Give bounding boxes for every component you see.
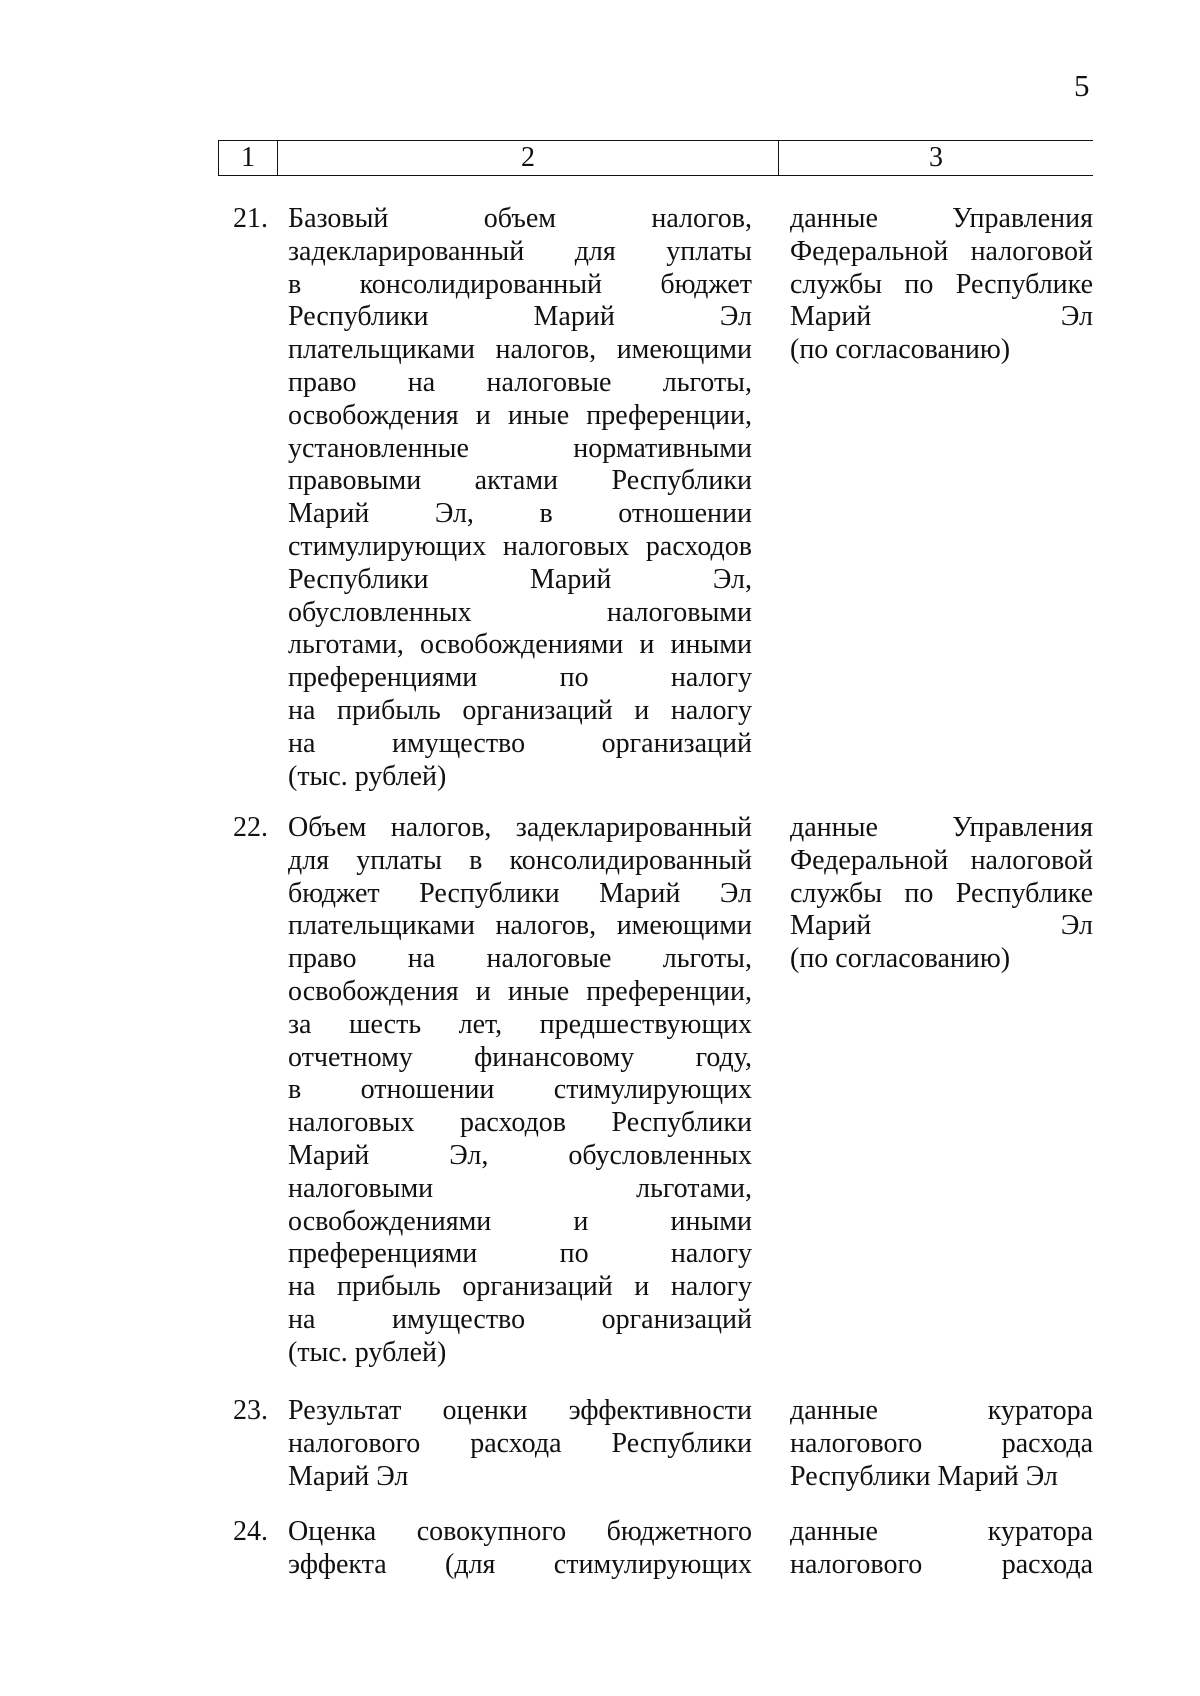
text-line: Базовый объем налогов,	[288, 203, 752, 234]
text-line: Результат оценки эффективности	[288, 1395, 752, 1426]
text-line: Марий Эл, в отношении	[288, 498, 752, 530]
text-line: налогового расхода	[790, 1548, 1093, 1580]
indicator-description	[288, 1395, 752, 1493]
text-line: обусловленных налоговыми	[288, 596, 752, 628]
text-line: освобождения и иные преференции,	[288, 399, 752, 431]
text-line: Республики Марий Эл	[790, 1460, 1058, 1492]
text-line: стимулирующих налоговых расходов	[288, 530, 752, 562]
page-number: 5	[1074, 68, 1090, 103]
text-line: Марий Эл, обусловленных	[288, 1139, 752, 1171]
text-line: налогового расхода	[790, 1427, 1093, 1459]
text-line: (тыс. рублей)	[288, 760, 447, 792]
data-source	[790, 1516, 1093, 1582]
text-line: (по согласованию)	[790, 943, 1011, 975]
text-line: установленные нормативными	[288, 432, 752, 464]
text-line: преференциями по налогу	[288, 662, 752, 694]
text-line: налоговыми льготами,	[288, 1172, 752, 1204]
text-line: службы по Республике	[790, 877, 1093, 909]
text-line: на имущество организаций	[288, 1303, 752, 1335]
text-line: на имущество организаций	[288, 727, 752, 759]
text-line: на прибыль организаций и налогу	[288, 694, 752, 726]
column-number-3: 3	[778, 141, 1093, 175]
data-source	[790, 812, 1093, 976]
text-line: данные куратора	[790, 1516, 1093, 1547]
text-line: право на налоговые льготы,	[288, 943, 752, 975]
text-line: Федеральной налоговой	[790, 844, 1093, 876]
text-line: за шесть лет, предшествующих	[288, 1008, 752, 1040]
text-line: в консолидированный бюджет	[288, 268, 752, 300]
text-line: на прибыль организаций и налогу	[288, 1271, 752, 1303]
text-line: Марий Эл	[790, 301, 1093, 333]
text-line: службы по Республике	[790, 268, 1093, 300]
text-line: Марий Эл	[790, 910, 1093, 942]
text-line: эффекта (для стимулирующих	[288, 1548, 752, 1580]
text-line: в отношении стимулирующих	[288, 1074, 752, 1106]
text-line: плательщиками налогов, имеющими	[288, 334, 752, 366]
row-number: 21.	[233, 203, 268, 234]
row-number: 22.	[233, 812, 268, 843]
indicator-description	[288, 812, 752, 1370]
column-number-2: 2	[277, 141, 778, 175]
text-line: задекларированный для уплаты	[288, 235, 752, 267]
text-line: (по согласованию)	[790, 334, 1011, 366]
indicator-description	[288, 1516, 752, 1582]
text-line: право на налоговые льготы,	[288, 366, 752, 398]
text-line: данные Управления	[790, 812, 1093, 843]
data-source	[790, 203, 1093, 367]
text-line: Федеральной налоговой	[790, 235, 1093, 267]
text-line: правовыми актами Республики	[288, 465, 752, 497]
text-line: Марий Эл	[288, 1460, 409, 1492]
text-line: Объем налогов, задекларированный	[288, 812, 752, 843]
text-line: освобождениями и иными	[288, 1205, 752, 1237]
row-number: 24.	[233, 1516, 268, 1547]
data-source	[790, 1395, 1093, 1493]
text-line: освобождения и иные преференции,	[288, 975, 752, 1007]
row-number: 23.	[233, 1395, 268, 1426]
text-line: бюджет Республики Марий Эл	[288, 877, 752, 909]
table-column-header	[218, 140, 1093, 176]
text-line: налоговых расходов Республики	[288, 1107, 752, 1139]
text-line: налогового расхода Республики	[288, 1427, 752, 1459]
text-line: данные куратора	[790, 1395, 1093, 1426]
column-number-1: 1	[218, 141, 277, 175]
text-line: Республики Марий Эл,	[288, 563, 752, 595]
text-line: преференциями по налогу	[288, 1238, 752, 1270]
text-line: Республики Марий Эл	[288, 301, 752, 333]
indicator-description	[288, 203, 752, 793]
text-line: Оценка совокупного бюджетного	[288, 1516, 752, 1547]
text-line: отчетному финансовому году,	[288, 1041, 752, 1073]
text-line: для уплаты в консолидированный	[288, 844, 752, 876]
text-line: плательщиками налогов, имеющими	[288, 910, 752, 942]
text-line: данные Управления	[790, 203, 1093, 234]
text-line: льготами, освобождениями и иными	[288, 629, 752, 661]
text-line: (тыс. рублей)	[288, 1336, 447, 1368]
